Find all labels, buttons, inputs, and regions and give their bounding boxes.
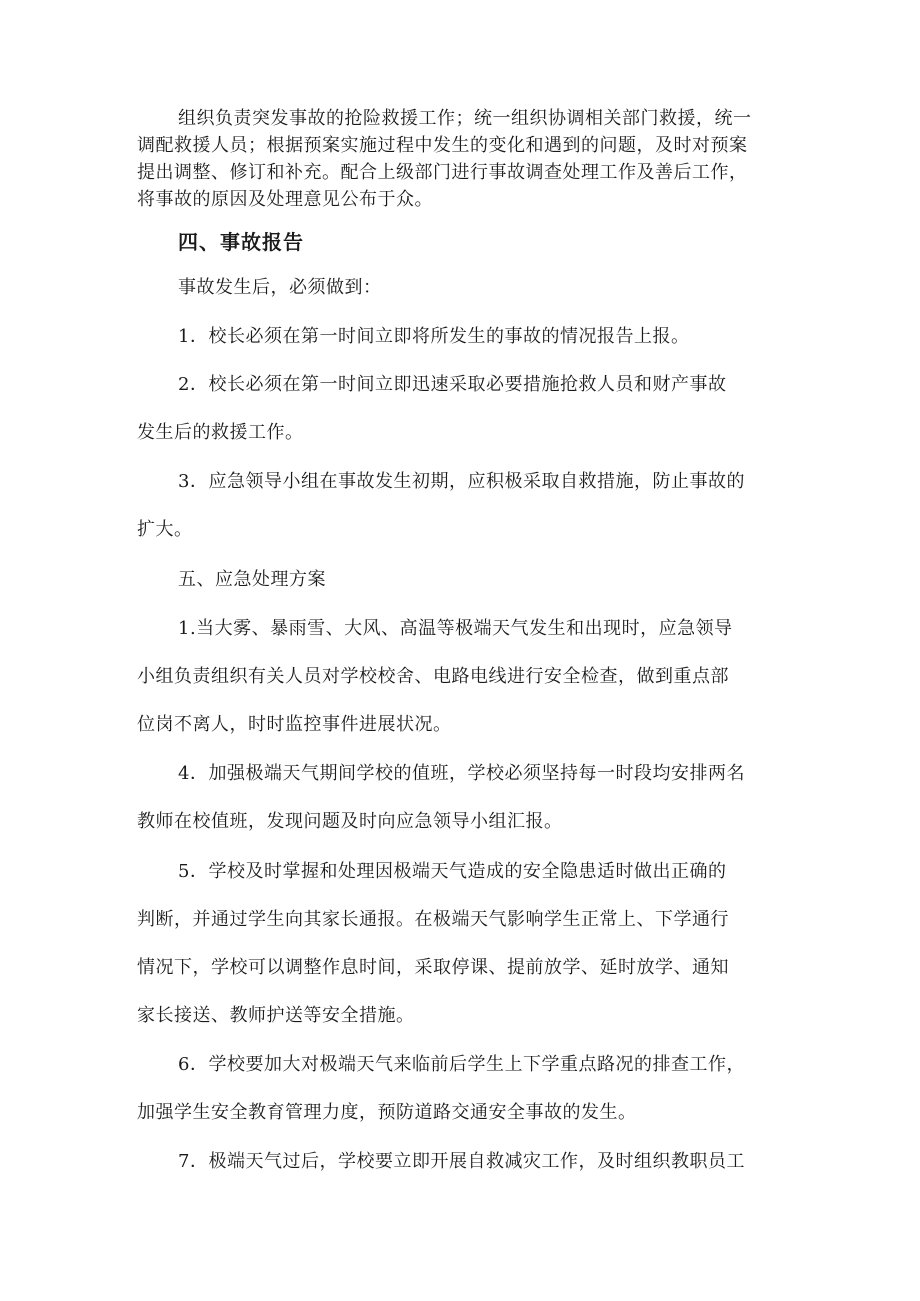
text-line: 扩大。 [137,519,193,540]
text-line: 4．加强极端天气期间学校的值班，学校必须坚持每一时段均安排两名 [178,763,745,784]
text-line: 将事故的原因及处理意见公布于众。 [137,189,433,210]
text-line: 小组负责组织有关人员对学校校舍、电路电线进行安全检查，做到重点部 [137,666,729,687]
text-line: 判断，并通过学生向其家长通报。在极端天气影响学生正常上、下学通行 [137,909,729,930]
text-line: 调配救援人员；根据预案实施过程中发生的变化和遇到的问题，及时对预案 [137,135,748,156]
text-line: 五、应急处理方案 [178,569,326,590]
section-heading-accident-report: 四、事故报告 [178,230,304,254]
text-line: 1.当大雾、暴雨雪、大风、高温等极端天气发生和出现时，应急领导 [178,618,733,639]
text-line: 教师在校值班，发现问题及时向应急领导小组汇报。 [137,811,563,832]
text-line: 事故发生后，必须做到： [178,277,382,298]
text-line: 5．学校及时掌握和处理因极端天气造成的安全隐患适时做出正确的 [178,861,727,882]
text-line: 发生后的救援工作。 [137,422,304,443]
text-line: 家长接送、教师护送等安全措施。 [137,1005,415,1026]
text-line: 加强学生安全教育管理力度，预防道路交通安全事故的发生。 [137,1102,637,1123]
text-line: 2．校长必须在第一时间立即迅速采取必要措施抢救人员和财产事故 [178,374,727,395]
text-line: 6．学校要加大对极端天气来临前后学生上下学重点路况的排查工作， [178,1054,745,1075]
text-line: 情况下，学校可以调整作息时间，采取停课、提前放学、延时放学、通知 [137,957,729,978]
text-line: 提出调整、修订和补充。配合上级部门进行事故调查处理工作及善后工作， [137,162,748,183]
text-line: 1．校长必须在第一时间立即将所发生的事故的情况报告上报。 [178,326,690,347]
text-line: 7．极端天气过后，学校要立即开展自救减灾工作，及时组织教职员工 [178,1151,745,1172]
text-line: 位岗不离人，时时监控事件进展状况。 [137,714,452,735]
text-line: 3．应急领导小组在事故发生初期，应积极采取自救措施，防止事故的 [178,471,745,492]
text-line: 组织负责突发事故的抢险救援工作；统一组织协调相关部门救援，统一 [178,108,752,129]
